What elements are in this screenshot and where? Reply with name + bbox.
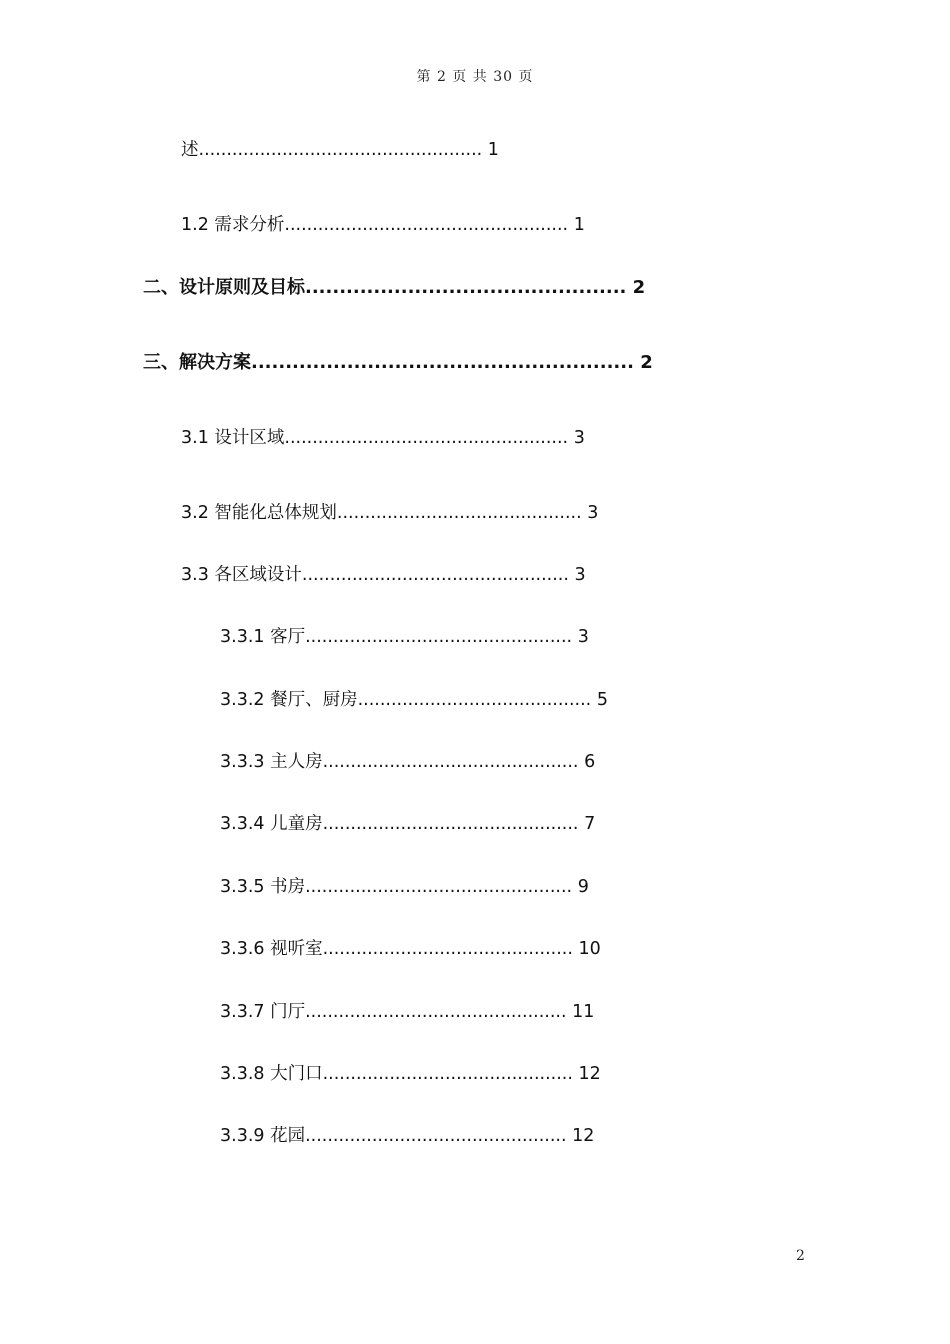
- toc-leader-dots: ................................................: [301, 565, 569, 585]
- page-header: 第 2 页 共 30 页: [416, 69, 534, 85]
- toc-entry-page: 11: [572, 1002, 595, 1022]
- toc-entry-chapter[interactable]: [143, 351, 653, 375]
- toc-entry-title: 3.3.8 大门口: [220, 1064, 323, 1084]
- toc-entry-title: 3.1 设计区域: [181, 428, 285, 448]
- toc-entry-page: 12: [572, 1126, 595, 1146]
- toc-entry-title: 3.3.5 书房: [220, 877, 306, 897]
- toc-entry[interactable]: [181, 563, 586, 587]
- toc-entry-title: 二、设计原则及目标: [143, 277, 305, 298]
- toc-leader-dots: .............................................: [322, 1064, 573, 1084]
- toc-entry-page: 12: [578, 1064, 601, 1084]
- toc-entry-page: 3: [574, 565, 586, 585]
- toc-leader-dots: ................................................: [305, 877, 573, 897]
- toc-entry-title: 3.3.9 花园: [220, 1126, 306, 1146]
- page-number-footer: 2: [796, 1248, 805, 1264]
- toc-entry-page: 7: [584, 814, 596, 834]
- toc-entry-title: 3.3.6 视听室: [220, 939, 323, 959]
- toc-leader-dots: ..............................................: [322, 814, 579, 834]
- toc-entry-title: 3.2 智能化总体规划: [181, 503, 337, 523]
- toc-entry-title: 3.3.7 门厅: [220, 1002, 306, 1022]
- toc-leader-dots: ...............................................: [305, 277, 627, 298]
- toc-entry[interactable]: [220, 1062, 601, 1086]
- toc-leader-dots: ..........................................: [357, 690, 592, 710]
- toc-entry-page: 1: [487, 140, 499, 160]
- toc-entry-page: 1: [573, 215, 585, 235]
- toc-entry-title: 三、解决方案: [143, 352, 251, 373]
- toc-entry[interactable]: [181, 213, 585, 237]
- toc-leader-dots: ..............................................: [322, 752, 579, 772]
- toc-leader-dots: ...................................................: [284, 215, 569, 235]
- toc-entry-title: 3.3.4 儿童房: [220, 814, 323, 834]
- toc-entry-page: 3: [573, 428, 585, 448]
- toc-leader-dots: ................................................: [305, 627, 573, 647]
- toc-entry-title: 1.2 需求分析: [181, 215, 285, 235]
- toc-entry-page: 9: [577, 877, 589, 897]
- toc-entry[interactable]: [220, 875, 589, 899]
- toc-entry-page: 2: [640, 352, 653, 373]
- toc-leader-dots: .............................................: [322, 939, 573, 959]
- toc-entry-title: 述: [181, 140, 199, 160]
- toc-entry-page: 3: [587, 503, 599, 523]
- toc-entry-title: 3.3 各区域设计: [181, 565, 302, 585]
- toc-entry-page: 3: [577, 627, 589, 647]
- toc-entry-chapter[interactable]: [143, 276, 645, 300]
- toc-entry[interactable]: [220, 625, 589, 649]
- toc-entry-page: 2: [632, 277, 646, 298]
- toc-entry-page: 5: [596, 690, 608, 710]
- toc-entry[interactable]: [220, 1124, 594, 1148]
- toc-entry[interactable]: [181, 501, 598, 525]
- toc-leader-dots: ...............................................: [305, 1002, 567, 1022]
- toc-entry-page: 6: [584, 752, 596, 772]
- toc-entry[interactable]: [220, 750, 595, 774]
- toc-entry[interactable]: [220, 937, 601, 961]
- toc-entry-title: 3.3.1 客厅: [220, 627, 306, 647]
- toc-entry[interactable]: [220, 812, 595, 836]
- toc-leader-dots: ...............................................: [305, 1126, 567, 1146]
- toc-entry[interactable]: [181, 138, 499, 162]
- toc-leader-dots: ............................................: [336, 503, 582, 523]
- toc-leader-dots: ........................................................: [251, 352, 634, 373]
- toc-entry[interactable]: [220, 688, 608, 712]
- toc-leader-dots: ...................................................: [198, 140, 483, 160]
- toc-entry[interactable]: [181, 426, 585, 450]
- toc-entry-title: 3.3.3 主人房: [220, 752, 323, 772]
- toc-entry-page: 10: [578, 939, 601, 959]
- toc-entry-title: 3.3.2 餐厅、厨房: [220, 690, 358, 710]
- toc-leader-dots: ...................................................: [284, 428, 569, 448]
- toc-entry[interactable]: [220, 1000, 594, 1024]
